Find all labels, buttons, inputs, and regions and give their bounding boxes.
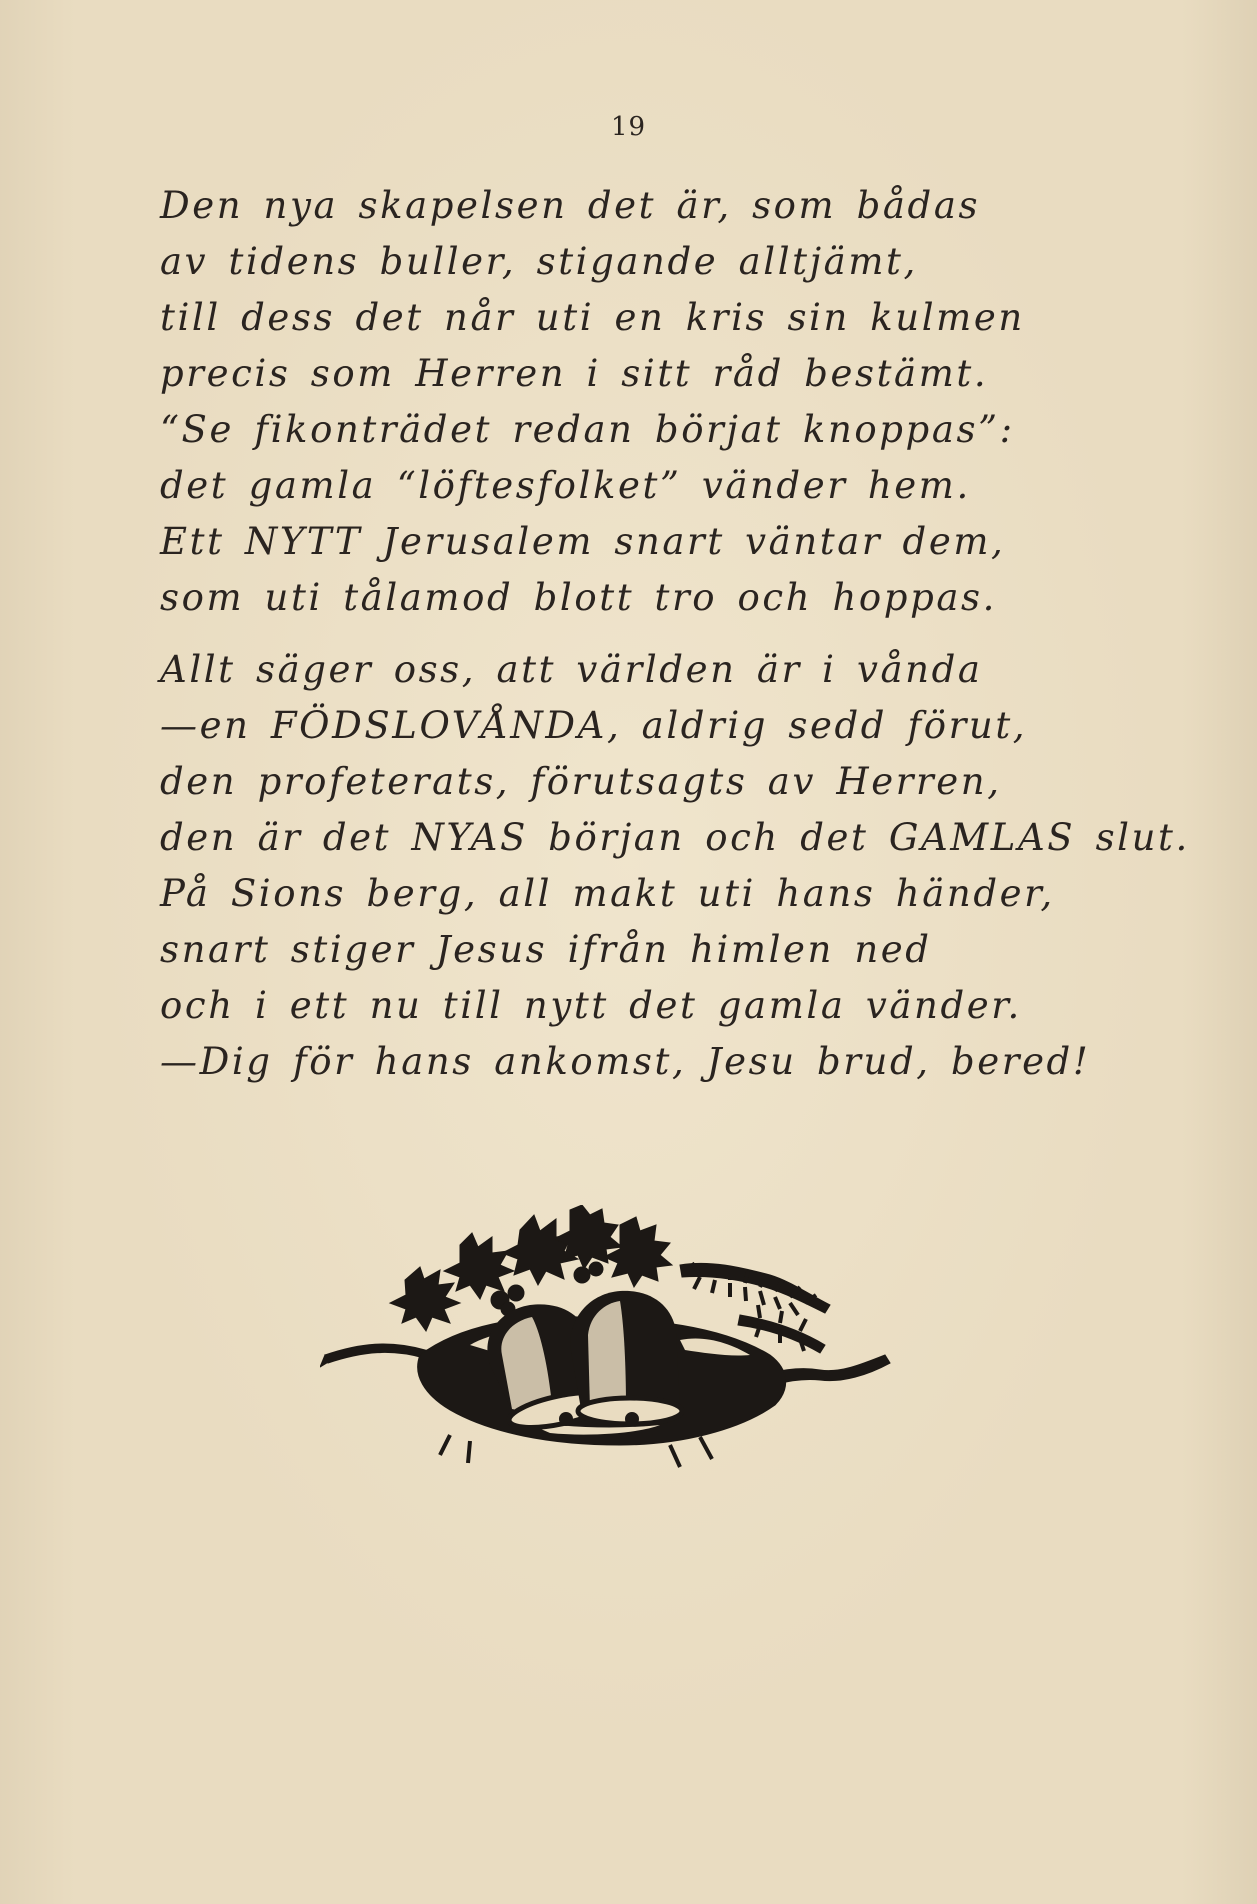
poem-line: precis som Herren i sitt råd bestämt.: [160, 352, 989, 395]
poem-line: —en FÖDSLOVÅNDA, aldrig sedd förut,: [160, 704, 1028, 747]
poem-line: —Dig för hans ankomst, Jesu brud, bered!: [160, 1040, 1091, 1083]
poem-line: “Se fikonträdet redan börjat knoppas”:: [160, 408, 1015, 451]
stanza-2: [160, 642, 1190, 1090]
poem-line: snart stiger Jesus ifrån himlen ned: [160, 928, 932, 971]
poem-line: Den nya skapelsen det är, som bådas: [160, 184, 981, 227]
poem-line: den är det NYAS början och det GAMLAS slut.: [160, 816, 1190, 859]
poem-line: till dess det når uti en kris sin kulmen: [160, 296, 1025, 339]
poem-line: och i ett nu till nytt det gamla vänder.: [160, 984, 1022, 1027]
poem-line: På Sions berg, all makt uti hans händer,: [160, 872, 1055, 915]
poem-line: som uti tålamod blott tro och hoppas.: [160, 576, 997, 619]
poem-line: Allt säger oss, att världen är i vånda: [160, 648, 983, 691]
poem-line: den profeterats, förutsagts av Herren,: [160, 760, 1002, 803]
poem-line: det gamla “löftesfolket” vänder hem.: [160, 464, 971, 507]
page-number: 19: [610, 112, 647, 142]
christmas-bells-holly-icon: [320, 1205, 910, 1475]
stanza-1: [160, 178, 1025, 626]
poem-line: av tidens buller, stigande alltjämt,: [160, 240, 918, 283]
poem-line: Ett NYTT Jerusalem snart väntar dem,: [160, 520, 1006, 563]
